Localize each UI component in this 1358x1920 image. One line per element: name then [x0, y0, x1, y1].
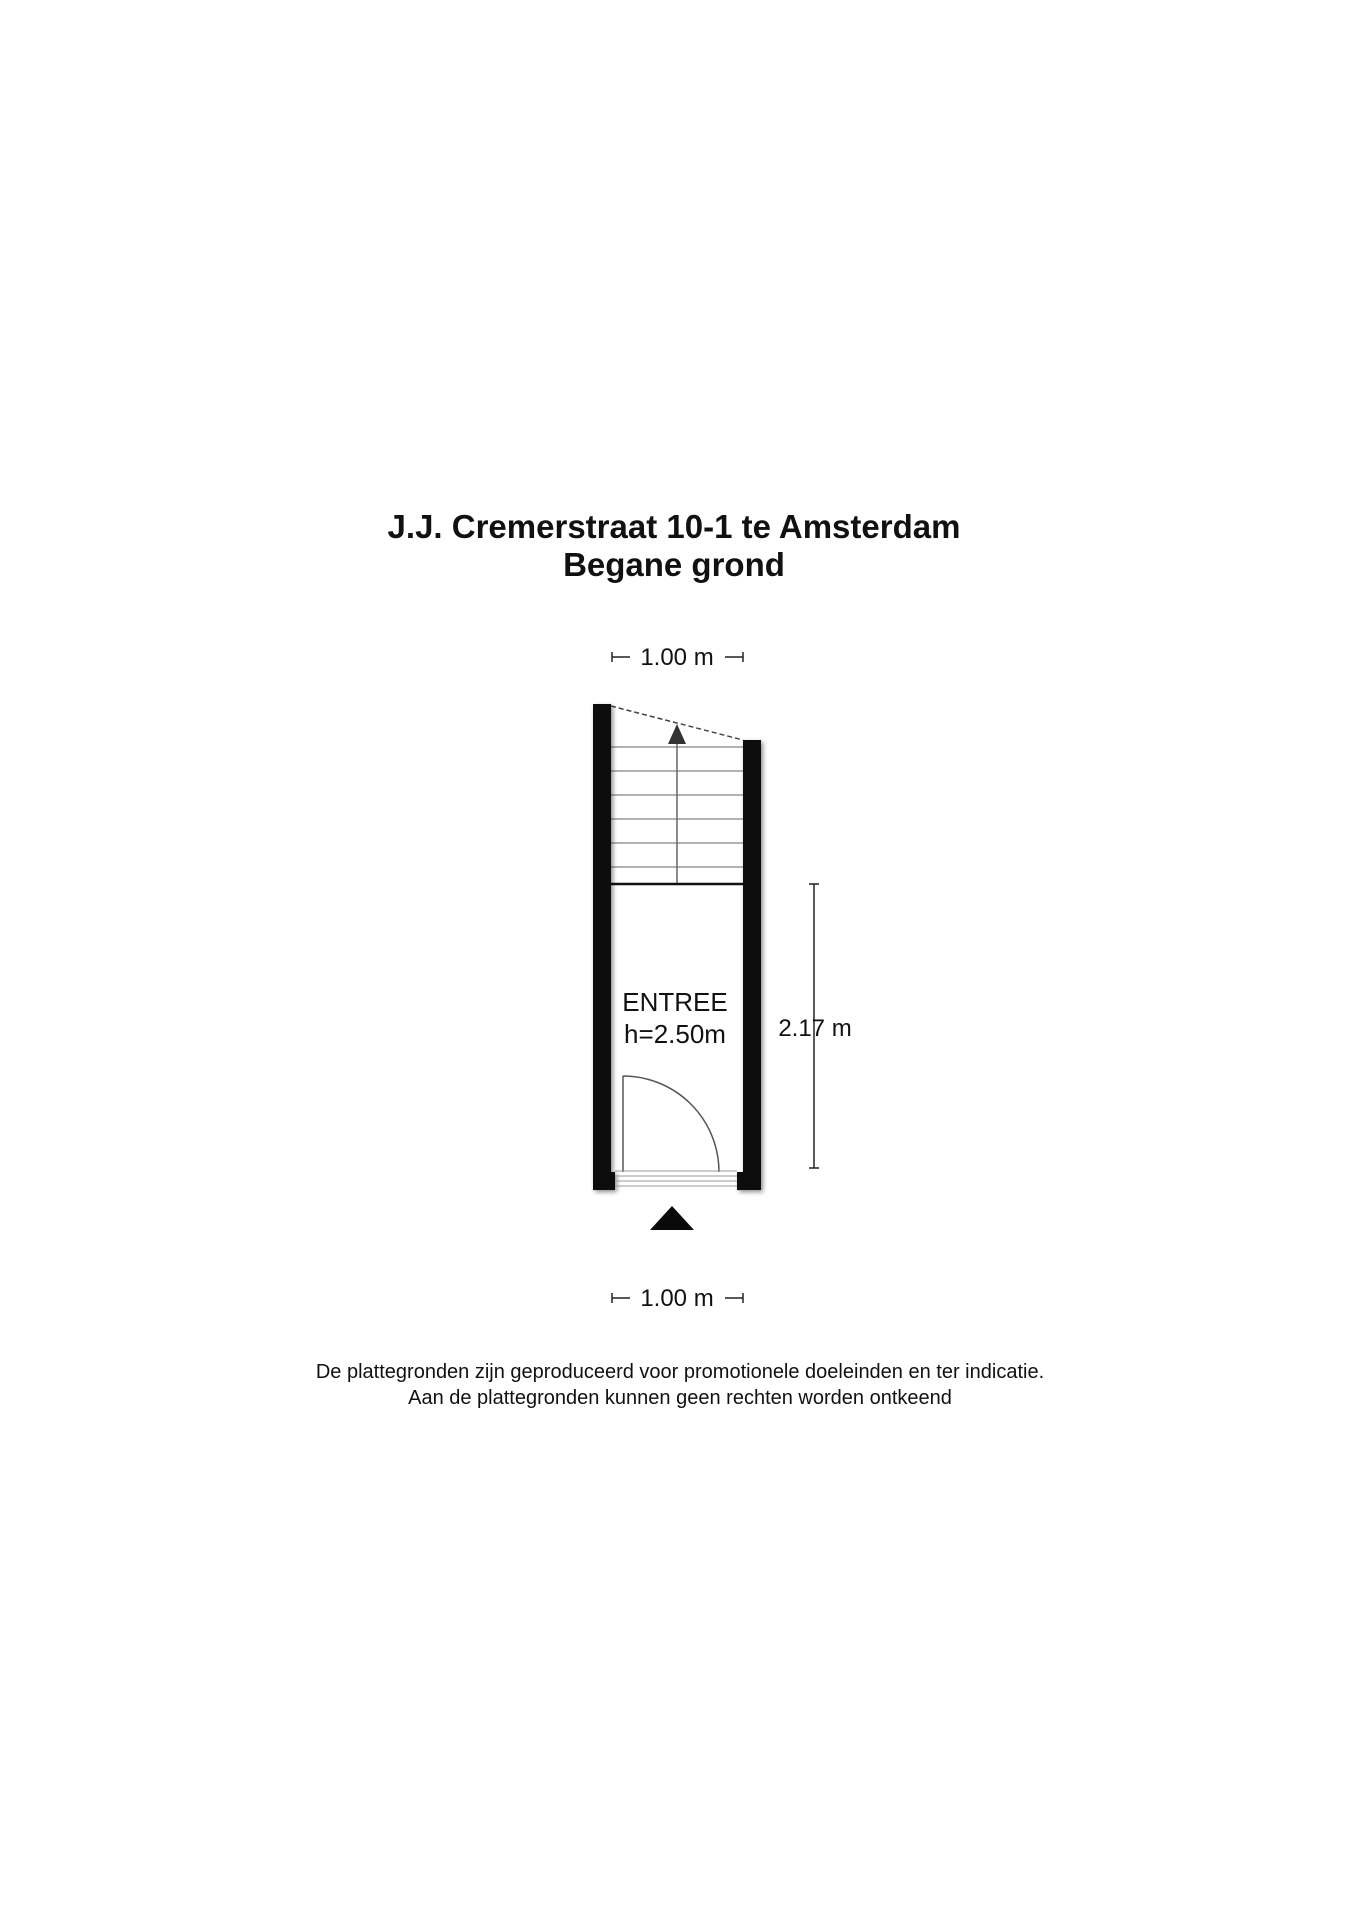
- dimension-top: [612, 644, 743, 671]
- left-wall: [593, 704, 611, 1190]
- room-name: ENTREE: [622, 987, 728, 1017]
- dim-bottom-label: 1.00 m: [640, 1285, 714, 1312]
- disclaimer-line-2: Aan de plattegronden kunnen geen rechten worden ontkeend: [408, 1387, 952, 1409]
- address-title: J.J. Cremerstraat 10-1 te Amsterdam: [387, 508, 961, 545]
- room-label: [622, 987, 727, 1049]
- dimension-bottom: [612, 1285, 743, 1312]
- room-height: h=2.50m: [624, 1019, 726, 1049]
- left-door-jamb: [593, 1172, 615, 1190]
- entrance-door: [615, 1076, 737, 1186]
- dim-right-label: 2.17 m: [778, 1015, 852, 1042]
- dim-top-label: 1.00 m: [640, 644, 714, 671]
- disclaimer-line-1: De plattegronden zijn geproduceerd voor promotionele doeleinden en ter indicatie.: [315, 1361, 1045, 1383]
- right-door-jamb: [737, 1172, 761, 1190]
- entrance-arrow-icon: [650, 1206, 694, 1230]
- dimension-right: [778, 884, 851, 1168]
- disclaimer: [0, 1359, 1358, 1411]
- stair-arrow-icon: [668, 724, 686, 744]
- right-wall: [743, 740, 761, 1190]
- floor-title: Begane grond: [563, 546, 785, 583]
- staircase: [609, 706, 745, 884]
